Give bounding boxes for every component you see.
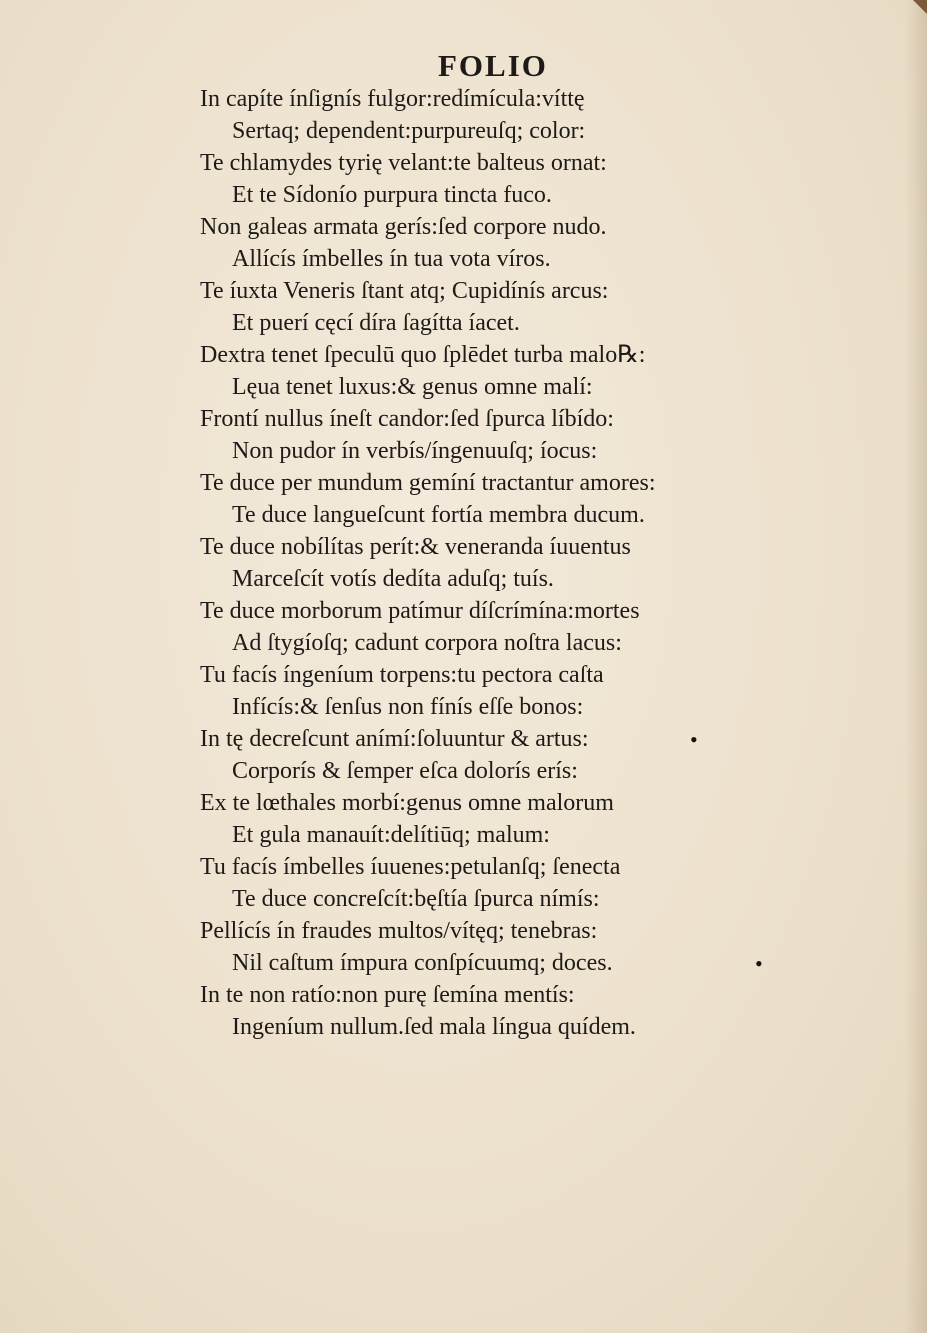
verse-line: Pellícís ín fraudes multos/vítęq; tenebras: <box>200 918 598 944</box>
verse-line: Allícís ímbelles ín tua vota víros. <box>232 246 551 272</box>
verse-line: Te duce concreſcít:bęſtía ſpurca nímís: <box>232 886 600 912</box>
verse-line: Non galeas armata gerís:ſed corpore nudo. <box>200 214 607 240</box>
margin-bullet-icon: • <box>755 951 763 976</box>
verse-line: Te íuxta Veneris ſtant atq; Cupidínís arcus: <box>200 278 609 304</box>
verse-line: Et te Sídonío purpura tincta fuco. <box>232 182 552 208</box>
verse-line: Te chlamydes tyrię velant:te balteus ornat: <box>200 150 607 176</box>
verse-line: Te duce nobílítas perít:& veneranda íuuentus <box>200 534 631 560</box>
verse-line: Te duce morborum patímur díſcrímína:mortes <box>200 598 640 624</box>
verse-line: In te non ratío:non purę ſemína mentís: <box>200 982 575 1008</box>
verse-line: Marceſcít votís dedíta aduſq; tuís. <box>232 566 554 592</box>
verse-line: Infícís:& ſenſus non fínís eſſe bonos: <box>232 694 584 720</box>
verse-line: Sertaq; dependent:purpureuſq; color: <box>232 118 586 144</box>
verse-line: In capíte ínſignís fulgor:redímícula:víttę <box>200 86 585 112</box>
verse-line: Ex te lœthales morbí:genus omne malorum <box>200 790 614 816</box>
verse-line: Et gula manauít:delítiūq; malum: <box>232 822 550 848</box>
verse-line: In tę decreſcunt anímí:ſoluuntur & artus: <box>200 726 589 752</box>
page-corner-mark <box>913 0 927 14</box>
verse-line: Te duce langueſcunt fortía membra ducum. <box>232 502 645 528</box>
verse-line: Non pudor ín verbís/íngenuuſq; íocus: <box>232 438 598 464</box>
verse-line: Tu facís ímbelles íuuenes:petulanſq; ſenecta <box>200 854 621 880</box>
verse-line: Nil caſtum ímpura conſpícuumq; doces. <box>232 950 613 976</box>
verse-line: Ad ſtygíoſq; cadunt corpora noſtra lacus: <box>232 630 622 656</box>
verse-line: Lęua tenet luxus:& genus omne malí: <box>232 374 593 400</box>
verse-line: Frontí nullus íneſt candor:ſed ſpurca líbído: <box>200 406 614 432</box>
verse-line: Et puerí cęcí díra ſagítta íacet. <box>232 310 520 336</box>
page-edge-shadow <box>905 0 927 1333</box>
folio-header: FOLIO <box>438 48 548 83</box>
verse-line: Ingeníum nullum.ſed mala língua quídem. <box>232 1014 636 1040</box>
verse-line: Tu facís íngeníum torpens:tu pectora caſta <box>200 662 604 688</box>
verse-line: Corporís & ſemper eſca dolorís erís: <box>232 758 578 784</box>
verse-line: Te duce per mundum gemíní tractantur amores: <box>200 470 656 496</box>
verse-line: Dextra tenet ſpeculū quo ſplēdet turba malo℞: <box>200 342 646 368</box>
margin-bullet-icon: • <box>690 727 698 752</box>
